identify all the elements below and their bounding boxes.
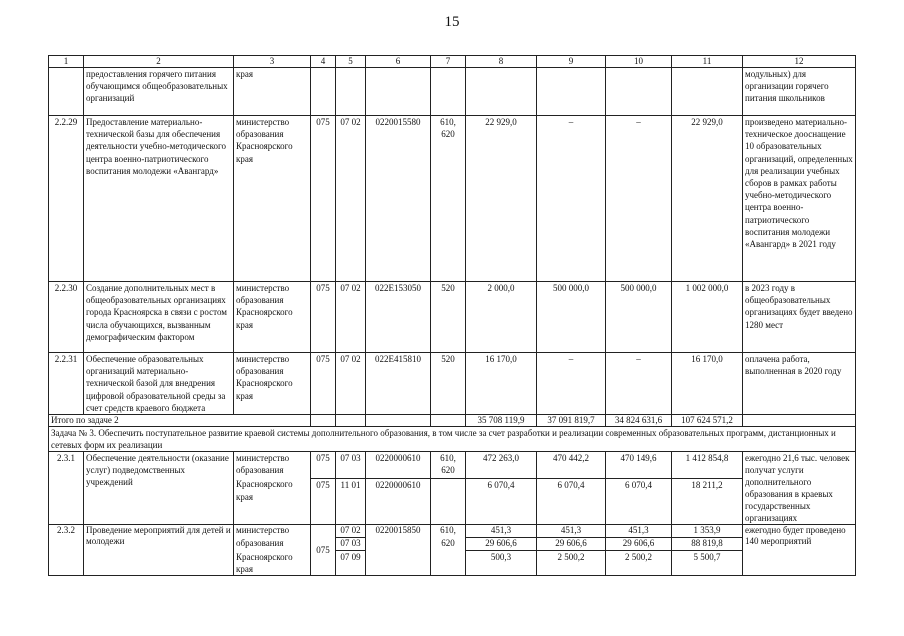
column-header: 8 (466, 56, 537, 68)
cell-y1: 451,3 (466, 525, 537, 538)
cell-csr: 022E415810 (366, 353, 431, 415)
table-row (49, 353, 856, 415)
cell-y1: 6 070,4 (466, 478, 537, 525)
cell-grbs: 075 (311, 525, 336, 576)
column-header: 6 (366, 56, 431, 68)
cell-rz: 11 01 (336, 478, 366, 525)
cell-y3: 6 070,4 (606, 478, 672, 525)
cell-rz: 07 02 (336, 282, 366, 353)
cell-total: 88 819,8 (672, 538, 743, 551)
cell-total (672, 68, 743, 116)
cell-y2: – (537, 116, 606, 282)
cell-name: предоставления горячего питания обучающимся общеобразовательных организаций (84, 68, 234, 116)
empty-cell (311, 415, 336, 427)
cell-org: образования (234, 538, 311, 551)
cell-total: 22 929,0 (672, 116, 743, 282)
cell-y3: – (606, 116, 672, 282)
cell-org: Красноярского края (234, 478, 311, 525)
cell-rz: 07 02 (336, 116, 366, 282)
cell-org: министерство образования (234, 452, 311, 478)
subtotal-total: 107 624 571,2 (672, 415, 743, 427)
cell-y3: 29 606,6 (606, 538, 672, 551)
cell-id: 2.2.30 (49, 282, 84, 353)
cell-y1: 500,3 (466, 551, 537, 576)
cell-csr: 0220000610 (366, 452, 431, 478)
cell-result: ежегодно будет проведено 140 мероприятий (743, 525, 856, 576)
cell-total: 1 412 854,8 (672, 452, 743, 478)
cell-name: Обеспечение деятельности (оказание услуг) подведомственных учреждений (84, 452, 234, 525)
cell-org: Красноярского края (234, 551, 311, 576)
cell-grbs: 075 (311, 282, 336, 353)
cell-grbs: 075 (311, 353, 336, 415)
cell-grbs: 075 (311, 478, 336, 525)
cell-org: министерство (234, 525, 311, 538)
task-3-heading: Задача № 3. Обеспечить поступательное развитие краевой системы дополнительного образования, в том числе за счет разработки и реализации современных образовательных программ, дистанционных и сетевых форм их реализации (49, 427, 856, 452)
cell-vr: 520 (431, 353, 466, 415)
cell-y3: 470 149,6 (606, 452, 672, 478)
empty-cell (743, 415, 856, 427)
table-row (49, 68, 856, 116)
table-row (49, 525, 856, 538)
cell-rz: 07 03 (336, 452, 366, 478)
cell-rz: 07 02 (336, 525, 366, 538)
cell-y1: 16 170,0 (466, 353, 537, 415)
cell-org: министерство образования Красноярского края (234, 116, 311, 282)
cell-y2: 29 606,6 (537, 538, 606, 551)
budget-table (48, 55, 856, 576)
page-number: 15 (444, 14, 460, 30)
column-header: 2 (84, 56, 234, 68)
cell-csr: 0220000610 (366, 478, 431, 525)
cell-total: 5 500,7 (672, 551, 743, 576)
column-header: 1 (49, 56, 84, 68)
cell-vr: 520 (431, 282, 466, 353)
cell-csr: 022E153050 (366, 282, 431, 353)
cell-y2: 500 000,0 (537, 282, 606, 353)
cell-id: 2.3.2 (49, 525, 84, 576)
column-header: 11 (672, 56, 743, 68)
table-row (49, 452, 856, 478)
cell-y3: 500 000,0 (606, 282, 672, 353)
cell-csr: 0220015580 (366, 116, 431, 282)
subtotal-row (49, 415, 856, 427)
cell-y2: 2 500,2 (537, 551, 606, 576)
cell-vr: 610, 620 (431, 116, 466, 282)
cell-y3: 451,3 (606, 525, 672, 538)
column-header: 7 (431, 56, 466, 68)
cell-grbs: 075 (311, 116, 336, 282)
cell-grbs (311, 68, 336, 116)
cell-result: ежегодно 21,6 тыс. человек получат услуги дополнительного образования в краевых государственных организациях (743, 452, 856, 525)
cell-y2: 470 442,2 (537, 452, 606, 478)
subtotal-y3: 34 824 631,6 (606, 415, 672, 427)
empty-cell (431, 551, 466, 576)
cell-result: произведено материально-техническое дооснащение 10 образовательных организаций, определенных для реализации учебных сборов в рамках работы учебно-методического центра военно-патриотического воспитания молодежи «Авангард» в 2021 году (743, 116, 856, 282)
cell-name: Проведение мероприятий для детей и молодежи (84, 525, 234, 576)
cell-rz: 07 02 (336, 353, 366, 415)
column-header: 10 (606, 56, 672, 68)
cell-result: модульных) для организации горячего питания школьников (743, 68, 856, 116)
cell-name: Обеспечение образовательных организаций материально-технической базой для внедрения цифровой образовательной среды за счет средств краевого бюджета (84, 353, 234, 415)
cell-total: 18 211,2 (672, 478, 743, 525)
cell-id: 2.2.29 (49, 116, 84, 282)
empty-cell (366, 415, 431, 427)
column-header: 5 (336, 56, 366, 68)
empty-cell (336, 415, 366, 427)
cell-vr: 610, (431, 525, 466, 538)
cell-y1: 2 000,0 (466, 282, 537, 353)
cell-org: министерство образования Красноярского края (234, 282, 311, 353)
cell-org: министерство образования Красноярского края (234, 353, 311, 415)
subtotal-label: Итого по задаче 2 (49, 415, 311, 427)
cell-total: 16 170,0 (672, 353, 743, 415)
cell-result: в 2023 году в общеобразовательных организациях будет введено 1280 мест (743, 282, 856, 353)
header-row (49, 56, 856, 68)
subtotal-y1: 35 708 119,9 (466, 415, 537, 427)
table-row (49, 116, 856, 282)
cell-id: 2.2.31 (49, 353, 84, 415)
cell-org: края (234, 68, 311, 116)
cell-y2: 451,3 (537, 525, 606, 538)
cell-vr: 620 (431, 538, 466, 551)
cell-y1 (466, 68, 537, 116)
cell-id (49, 68, 84, 116)
task-row (49, 427, 856, 452)
cell-grbs: 075 (311, 452, 336, 478)
cell-rz: 07 03 (336, 538, 366, 551)
cell-result: оплачена работа, выполненная в 2020 году (743, 353, 856, 415)
cell-total: 1 353,9 (672, 525, 743, 538)
column-header: 12 (743, 56, 856, 68)
cell-vr (431, 68, 466, 116)
cell-total: 1 002 000,0 (672, 282, 743, 353)
cell-y2 (537, 68, 606, 116)
cell-y2: – (537, 353, 606, 415)
cell-vr (431, 478, 466, 525)
cell-csr (366, 68, 431, 116)
column-header: 9 (537, 56, 606, 68)
cell-rz: 07 09 (336, 551, 366, 576)
cell-id: 2.3.1 (49, 452, 84, 525)
cell-y3: – (606, 353, 672, 415)
cell-vr: 610, 620 (431, 452, 466, 478)
cell-name: Предоставление материально-технической базы для обеспечения деятельности учебно-методического центра военно-патриотического воспитания молодежи «Авангард» (84, 116, 234, 282)
column-header: 4 (311, 56, 336, 68)
cell-y3 (606, 68, 672, 116)
cell-y2: 6 070,4 (537, 478, 606, 525)
cell-y3: 2 500,2 (606, 551, 672, 576)
empty-cell (431, 415, 466, 427)
subtotal-y2: 37 091 819,7 (537, 415, 606, 427)
cell-name: Создание дополнительных мест в общеобразовательных организациях города Красноярска в связи с ростом числа обучающихся, вызванным демографическим фактором (84, 282, 234, 353)
cell-y1: 29 606,6 (466, 538, 537, 551)
cell-y1: 22 929,0 (466, 116, 537, 282)
table-row (49, 282, 856, 353)
column-header: 3 (234, 56, 311, 68)
cell-rz (336, 68, 366, 116)
cell-csr: 0220015850 (366, 525, 431, 576)
cell-y1: 472 263,0 (466, 452, 537, 478)
